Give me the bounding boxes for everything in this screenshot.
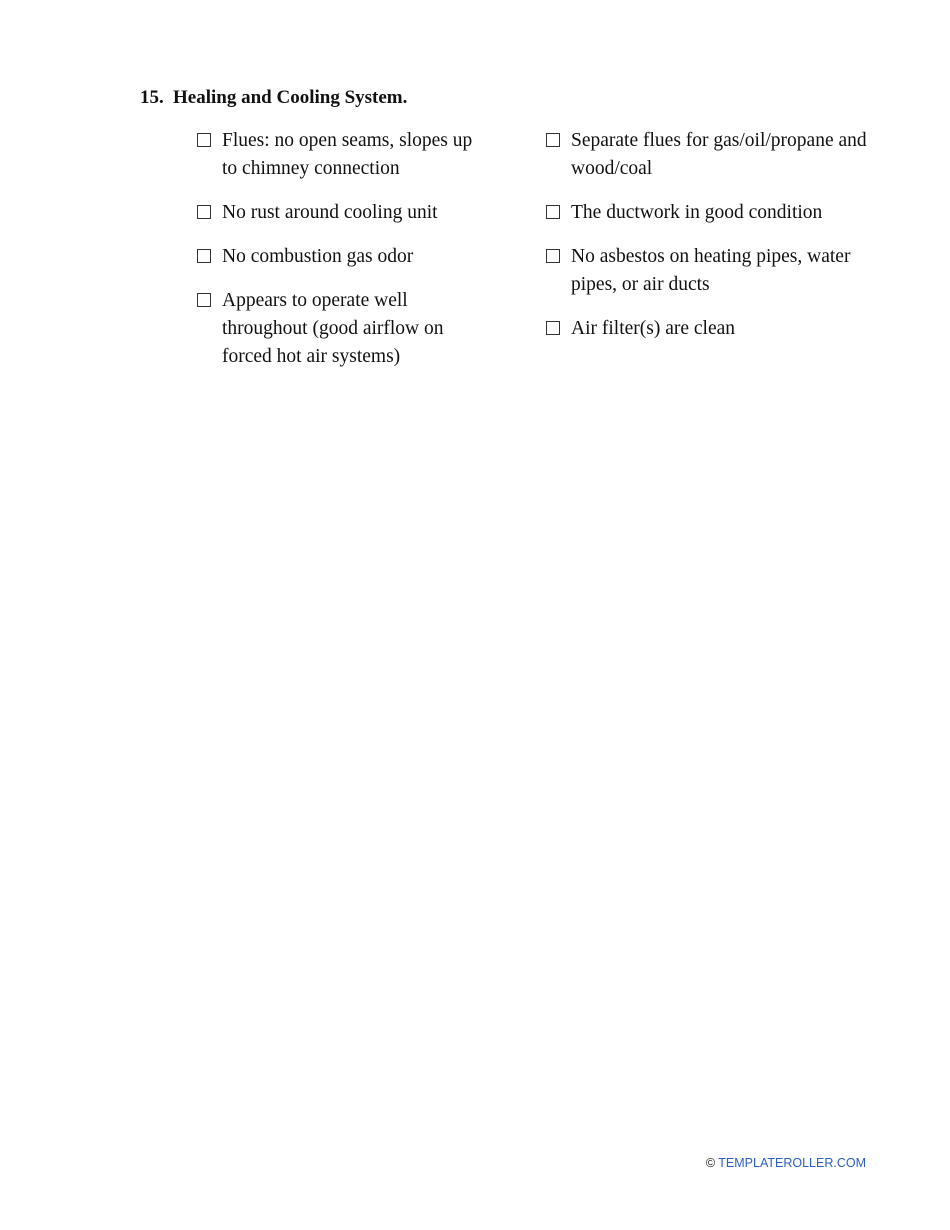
checklist-item-label: No rust around cooling unit <box>222 202 438 223</box>
checklist-item[interactable] <box>546 199 876 227</box>
checklist-item[interactable] <box>546 315 876 343</box>
checklist-item-label: No asbestos on heating pipes, water pipes, or air ducts <box>571 246 851 295</box>
checkbox-icon[interactable] <box>197 249 211 263</box>
section-number: 15. <box>140 87 164 108</box>
checklist-item[interactable] <box>197 199 487 227</box>
checklist-item[interactable] <box>197 127 487 183</box>
footer-credit <box>706 1155 866 1171</box>
checklist-item-label: No combustion gas odor <box>222 246 414 267</box>
checklist-item-label: Flues: no open seams, slopes up to chimney connection <box>222 130 473 179</box>
checklist-left-column <box>197 127 487 387</box>
section-heading <box>140 84 407 112</box>
footer-site-link[interactable]: TEMPLATEROLLER.COM <box>718 1156 866 1170</box>
checklist-item-label: Air filter(s) are clean <box>571 318 736 339</box>
checklist-item-label: Appears to operate well throughout (good airflow on forced hot air systems) <box>222 290 444 367</box>
checkbox-icon[interactable] <box>197 293 211 307</box>
checklist-item[interactable] <box>197 243 487 271</box>
checklist-item[interactable] <box>546 127 876 183</box>
checkbox-icon[interactable] <box>197 205 211 219</box>
checkbox-icon[interactable] <box>546 133 560 147</box>
copyright-symbol: © <box>705 1156 716 1170</box>
checkbox-icon[interactable] <box>546 249 560 263</box>
section-title: Healing and Cooling System. <box>173 87 408 108</box>
checklist-item-label: The ductwork in good condition <box>571 202 823 223</box>
checklist-item-label: Separate flues for gas/oil/propane and wood/coal <box>571 130 867 179</box>
checkbox-icon[interactable] <box>197 133 211 147</box>
checklist-right-column <box>546 127 876 359</box>
checkbox-icon[interactable] <box>546 321 560 335</box>
checklist-item[interactable] <box>546 243 876 299</box>
checklist-item[interactable] <box>197 287 487 371</box>
checkbox-icon[interactable] <box>546 205 560 219</box>
